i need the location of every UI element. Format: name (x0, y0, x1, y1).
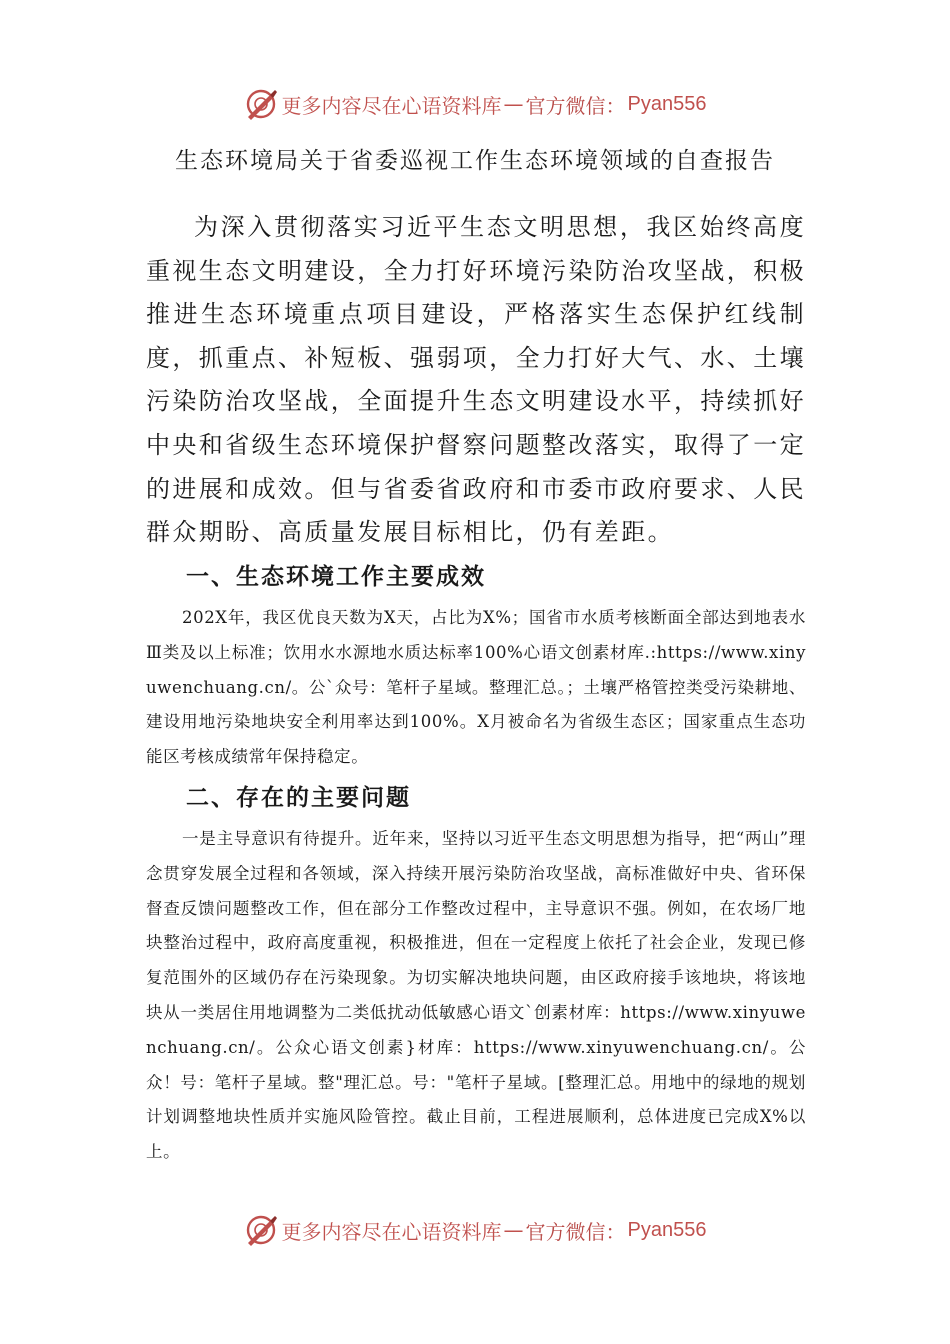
header-watermark (0, 82, 950, 126)
watermark-wechat-id: Pyan556 (627, 1218, 707, 1241)
document-title: 生态环境局关于省委巡视工作生态环境领域的自查报告 (175, 148, 775, 174)
section-body-problems: 一是主导意识有待提升。近年来，坚持以习近平生态文明思想为指导，把“两山”理念贯穿发展全过程和各领域，深入持续开展污染防治攻坚战，高标准做好中央、省环保督查反馈问题整改工作，但在部分工作整改过程中，主导意识不强。例如，在农场厂地块整治过程中，政府高度重视，积极推进，但在一定程度上依托了社会企业，发现已修复范围外的区域仍存在污染现象。为切实解决地块问题，由区政府接手该地块，将该地块从一类居住用地调整为二类低扰动低敏感心语文`创素材库：https://www.xinyuwenchuang.cn/。公众心语文创素}材库：https://www.xinyuwenchuang.cn/。公众！号：笔杆子星域。整"理汇总。号："笔杆子星域。[整理汇总。用地中的绿地的规划计划调整地块性质并实施风险管控。截止目前，工程进展顺利，总体进度已完成X%以上。 (146, 829, 806, 1162)
watermark-text: 更多内容尽在心语资料库 (281, 1219, 502, 1244)
section-heading-achievements: 一、生态环境工作主要成效 (186, 564, 486, 590)
pen-logo-icon (244, 87, 278, 121)
watermark-wechat-label: 官方微信： (525, 1219, 626, 1244)
pen-logo-icon (244, 1213, 278, 1247)
section-heading-problems: 二、存在的主要问题 (186, 785, 411, 811)
watermark-separator: — (503, 92, 524, 116)
watermark-separator: — (503, 1218, 524, 1242)
footer-watermark (0, 1208, 950, 1252)
lead-paragraph: 为深入贯彻落实习近平生态文明思想，我区始终高度重视生态文明建设，全力打好环境污染防治攻坚战，积极推进生态环境重点项目建设，严格落实生态保护红线制度，抓重点、补短板、强弱项，全力打好大气、水、土壤污染防治攻坚战，全面提升生态文明建设水平，持续抓好中央和省级生态环境保护督察问题整改落实，取得了一定的进展和成效。但与省委省政府和市委市政府要求、人民群众期盼、高质量发展目标相比，仍有差距。 (146, 213, 806, 547)
watermark-wechat-id: Pyan556 (627, 92, 707, 115)
watermark-text: 更多内容尽在心语资料库 (281, 93, 502, 118)
watermark-wechat-label: 官方微信： (525, 93, 626, 118)
section-body-achievements: 202X年，我区优良天数为X天，占比为X%；国省市水质考核断面全部达到地表水Ⅲ类及以上标准；饮用水水源地水质达标率100%心语文创素材库.:https://www.xinyuwenchuang.cn/。公`众号：笔杆子星域。整理汇总。；土壤严格管控类受污染耕地、建设用地污染地块安全利用率达到100%。X月被命名为省级生态区；国家重点生态功能区考核成绩常年保持稳定。 (146, 608, 806, 767)
